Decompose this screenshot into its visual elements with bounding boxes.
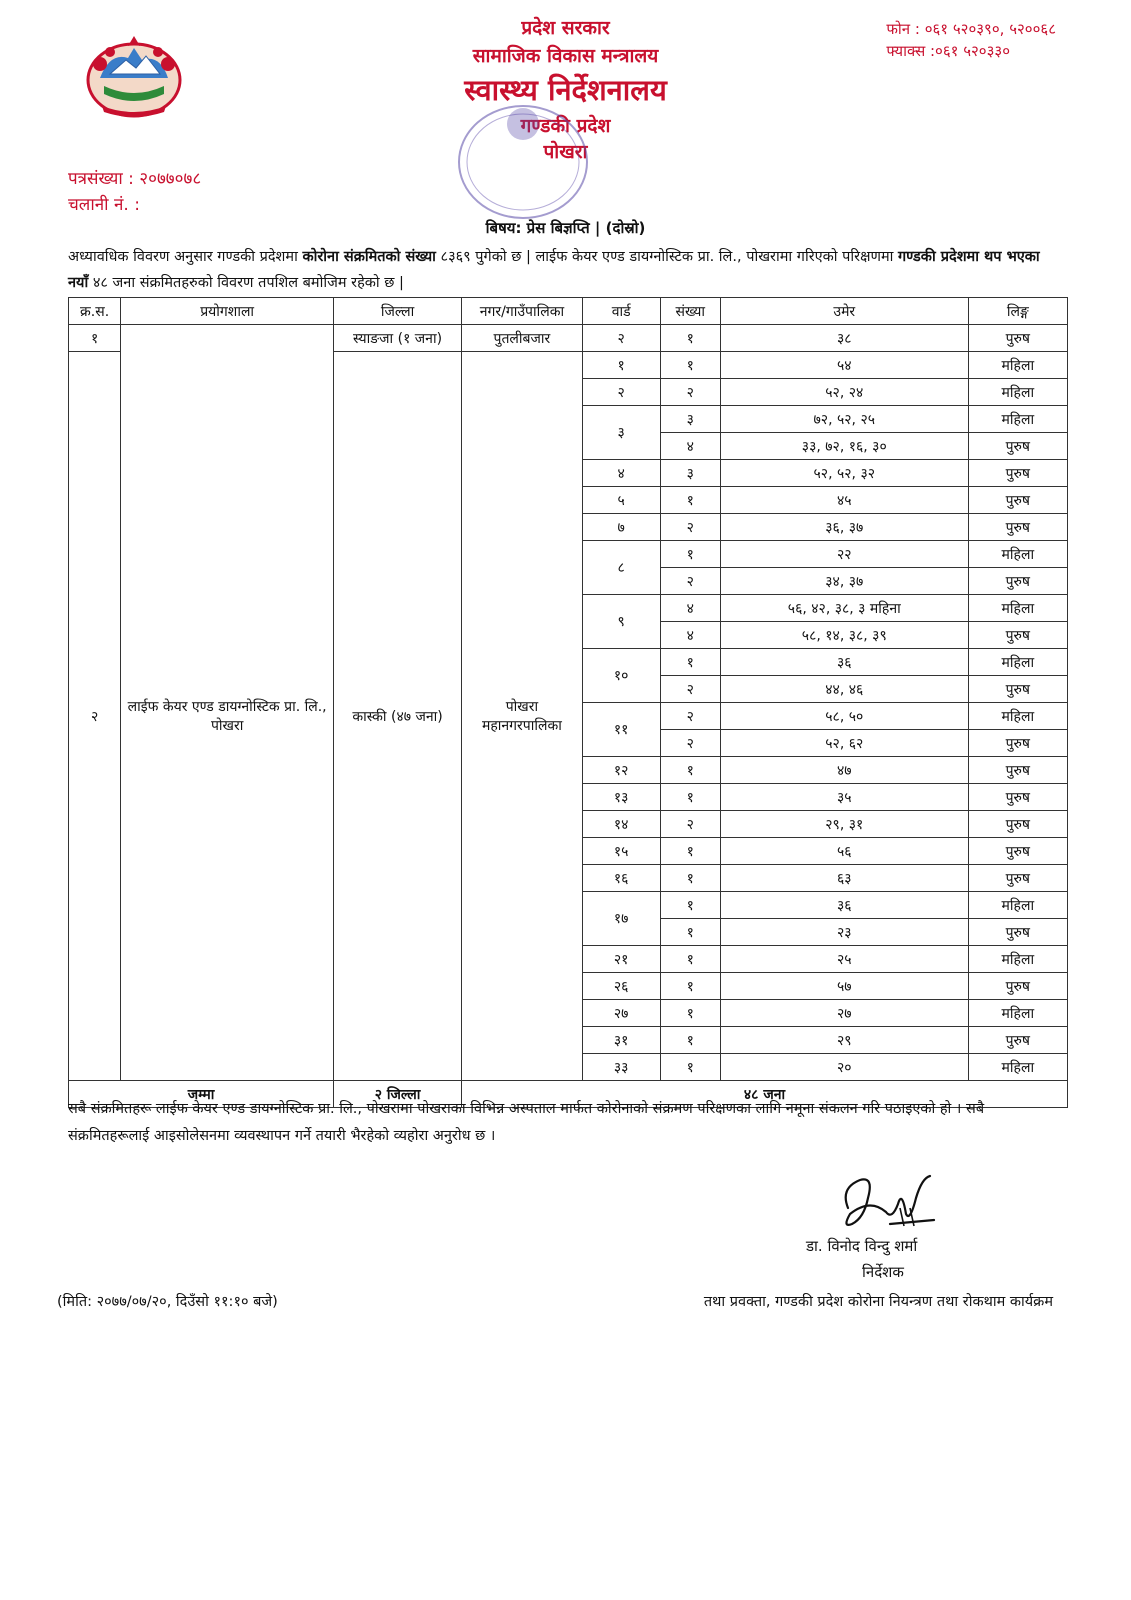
header-province: गण्डकी प्रदेश: [520, 115, 611, 137]
lab-cell: लाईफ केयर एण्ड डायग्नोस्टिक प्रा. लि., पोखरा: [121, 352, 334, 1081]
gender-cell: महिला: [968, 352, 1067, 379]
gender-cell: पुरुष: [968, 325, 1067, 352]
gender-cell: महिला: [968, 595, 1067, 622]
age-cell: ३४, ३७: [720, 568, 968, 595]
ward-cell: १३: [582, 784, 660, 811]
ward-cell: १४: [582, 811, 660, 838]
count-cell: १: [660, 1000, 720, 1027]
ward-cell: ५: [582, 487, 660, 514]
age-cell: ३५: [720, 784, 968, 811]
age-cell: ४७: [720, 757, 968, 784]
ward-cell: २६: [582, 973, 660, 1000]
age-cell: २७: [720, 1000, 968, 1027]
gender-cell: महिला: [968, 1000, 1067, 1027]
ward-cell: १०: [582, 649, 660, 703]
count-cell: १: [660, 352, 720, 379]
ward-cell: ३३: [582, 1054, 660, 1081]
ward-cell: २: [582, 325, 660, 352]
count-cell: २: [660, 568, 720, 595]
count-cell: १: [660, 325, 720, 352]
ward-cell: १२: [582, 757, 660, 784]
header-gender: लिङ्ग: [968, 298, 1067, 325]
age-cell: २०: [720, 1054, 968, 1081]
issue-date: (मिति: २०७७/०७/२०, दिउँसो ११:१० बजे): [57, 1294, 278, 1310]
signatory-role: तथा प्रवक्ता, गण्डकी प्रदेश कोरोना नियन्त्रण तथा रोकथाम कार्यक्रम: [703, 1294, 1053, 1310]
count-cell: ३: [660, 460, 720, 487]
gender-cell: पुरुष: [968, 460, 1067, 487]
header-district: जिल्ला: [334, 298, 462, 325]
ward-cell: ४: [582, 460, 660, 487]
age-cell: ४४, ४६: [720, 676, 968, 703]
age-cell: ७२, ५२, २५: [720, 406, 968, 433]
count-cell: २: [660, 703, 720, 730]
count-cell: १: [660, 757, 720, 784]
age-cell: ३३, ७२, १६, ३०: [720, 433, 968, 460]
gender-cell: पुरुष: [968, 784, 1067, 811]
age-cell: ५२, ५२, ३२: [720, 460, 968, 487]
ward-cell: १७: [582, 892, 660, 946]
header-lab: प्रयोगशाला: [121, 298, 334, 325]
footer-paragraph: सबै संक्रमितहरू लाईफ केयर एण्ड डायग्नोस्टिक प्रा. लि., पोखरामा पोखराका विभिन्न अस्पताल मार्फत कोरोनाको संक्रमण परिक्षणका लागि नमूना संकलन गरि पठाइएको हो । सबै संक्रमितहरूलाई आइसोलेसनमा व्यवस्थापन गर्ने तयारी भैरहेको व्यहोरा अनुरोध छ ।: [68, 1101, 985, 1144]
header-city: पोखरा: [543, 141, 588, 163]
header-serial: क्र.स.: [69, 298, 121, 325]
gender-cell: महिला: [968, 379, 1067, 406]
count-cell: २: [660, 514, 720, 541]
count-cell: २: [660, 730, 720, 757]
count-cell: १: [660, 838, 720, 865]
table-header-row: [69, 298, 1068, 325]
municipality-cell: पुतलीबजार: [462, 325, 583, 352]
header-ward: वार्ड: [582, 298, 660, 325]
count-cell: २: [660, 811, 720, 838]
count-cell: ४: [660, 433, 720, 460]
count-cell: १: [660, 1027, 720, 1054]
count-cell: १: [660, 784, 720, 811]
intro-text-1: अध्यावधिक विवरण अनुसार गण्डकी प्रदेशमा: [68, 249, 303, 265]
ward-cell: ७: [582, 514, 660, 541]
ward-cell: ३१: [582, 1027, 660, 1054]
gender-cell: महिला: [968, 946, 1067, 973]
gender-cell: महिला: [968, 406, 1067, 433]
intro-text-2: ८३६९ पुगेको छ | लाईफ केयर एण्ड डायग्नोस्टिक प्रा. लि., पोखरामा गरिएको परिक्षणमा: [435, 249, 898, 265]
ward-cell: १: [582, 352, 660, 379]
count-cell: १: [660, 649, 720, 676]
fax-number: फ्याक्स :०६१ ५२०३३०: [886, 42, 1010, 60]
header-age: उमेर: [720, 298, 968, 325]
age-cell: ५४: [720, 352, 968, 379]
age-cell: २२: [720, 541, 968, 568]
age-cell: २९, ३१: [720, 811, 968, 838]
age-cell: ३६, ३७: [720, 514, 968, 541]
gender-cell: पुरुष: [968, 676, 1067, 703]
gender-cell: पुरुष: [968, 730, 1067, 757]
age-cell: २९: [720, 1027, 968, 1054]
intro-text-3: ४८ जना संक्रमितहरुको विवरण तपशिल बमोजिम रहेको छ |: [88, 275, 404, 291]
office-stamp-icon: [448, 98, 598, 228]
age-cell: ६३: [720, 865, 968, 892]
count-cell: १: [660, 865, 720, 892]
age-cell: ५६, ४२, ३८, ३ महिना: [720, 595, 968, 622]
header-directorate: स्वास्थ्य निर्देशनालय: [464, 73, 667, 107]
age-cell: ३६: [720, 892, 968, 919]
gender-cell: महिला: [968, 703, 1067, 730]
total-persons: ४८ जना: [462, 1081, 1068, 1108]
total-districts: २ जिल्ला: [334, 1081, 462, 1108]
district-cell: कास्की (४७ जना): [334, 352, 462, 1081]
table-row: [69, 325, 1068, 352]
total-label: जम्मा: [69, 1081, 334, 1108]
age-cell: ३६: [720, 649, 968, 676]
gender-cell: पुरुष: [968, 487, 1067, 514]
gender-cell: पुरुष: [968, 568, 1067, 595]
count-cell: २: [660, 379, 720, 406]
signatory-title: निर्देशक: [862, 1263, 904, 1281]
ward-cell: २: [582, 379, 660, 406]
count-cell: १: [660, 1054, 720, 1081]
gender-cell: महिला: [968, 649, 1067, 676]
gender-cell: पुरुष: [968, 838, 1067, 865]
ward-cell: ३: [582, 406, 660, 460]
age-cell: ३८: [720, 325, 968, 352]
count-cell: ३: [660, 406, 720, 433]
gender-cell: महिला: [968, 1054, 1067, 1081]
signature-image: [830, 1168, 940, 1238]
count-cell: १: [660, 973, 720, 1000]
count-cell: १: [660, 892, 720, 919]
ward-cell: २१: [582, 946, 660, 973]
serial-cell: २: [69, 352, 121, 1081]
gender-cell: पुरुष: [968, 622, 1067, 649]
age-cell: ५८, १४, ३८, ३९: [720, 622, 968, 649]
count-cell: ४: [660, 622, 720, 649]
gender-cell: महिला: [968, 892, 1067, 919]
ward-cell: ११: [582, 703, 660, 757]
gender-cell: पुरुष: [968, 973, 1067, 1000]
intro-bold-2: गण्डकी प्रदेशमा थप भएका नयाँ: [68, 249, 1040, 291]
lab-cell: [121, 325, 334, 352]
age-cell: ५७: [720, 973, 968, 1000]
count-cell: १: [660, 487, 720, 514]
age-cell: २५: [720, 946, 968, 973]
count-cell: ४: [660, 595, 720, 622]
count-cell: १: [660, 919, 720, 946]
gender-cell: पुरुष: [968, 757, 1067, 784]
age-cell: ५६: [720, 838, 968, 865]
gender-cell: पुरुष: [968, 919, 1067, 946]
header-state-government: प्रदेश सरकार: [521, 17, 610, 39]
ward-cell: ८: [582, 541, 660, 595]
ward-cell: २७: [582, 1000, 660, 1027]
age-cell: २३: [720, 919, 968, 946]
gender-cell: पुरुष: [968, 865, 1067, 892]
gender-cell: पुरुष: [968, 514, 1067, 541]
signatory-name: डा. विनोद विन्दु शर्मा: [806, 1237, 918, 1255]
header-count: संख्या: [660, 298, 720, 325]
gender-cell: पुरुष: [968, 811, 1067, 838]
count-cell: १: [660, 946, 720, 973]
age-cell: ५२, २४: [720, 379, 968, 406]
count-cell: २: [660, 676, 720, 703]
subject-line: बिषय: प्रेस बिज्ञप्ति | (दोस्रो): [485, 219, 646, 237]
header-municipality: नगर/गाउँपालिका: [462, 298, 583, 325]
municipality-cell: पोखरा महानगरपालिका: [462, 352, 583, 1081]
ward-cell: १६: [582, 865, 660, 892]
district-cell: स्याङजा (१ जना): [334, 325, 462, 352]
dispatch-number: चलानी नं. :: [68, 195, 140, 215]
age-cell: ४५: [720, 487, 968, 514]
gender-cell: पुरुष: [968, 433, 1067, 460]
ward-cell: १५: [582, 838, 660, 865]
gender-cell: पुरुष: [968, 1027, 1067, 1054]
gender-cell: महिला: [968, 541, 1067, 568]
ward-cell: ९: [582, 595, 660, 649]
count-cell: १: [660, 541, 720, 568]
age-cell: ५२, ६२: [720, 730, 968, 757]
intro-paragraph: [68, 244, 1063, 296]
letter-number: पत्रसंख्या : २०७७०७८: [68, 169, 202, 189]
table-row: [69, 352, 1068, 379]
serial-cell: १: [69, 325, 121, 352]
intro-bold-1: कोरोना संक्रमितको संख्या: [302, 249, 436, 265]
age-cell: ५८, ५०: [720, 703, 968, 730]
reference-block: [68, 166, 201, 218]
cases-table: [68, 297, 1068, 1108]
phone-number: फोन : ०६१ ५२०३९०, ५२००६८: [886, 20, 1056, 38]
contact-block: [886, 18, 1056, 62]
header-ministry: सामाजिक विकास मन्त्रालय: [472, 45, 659, 67]
